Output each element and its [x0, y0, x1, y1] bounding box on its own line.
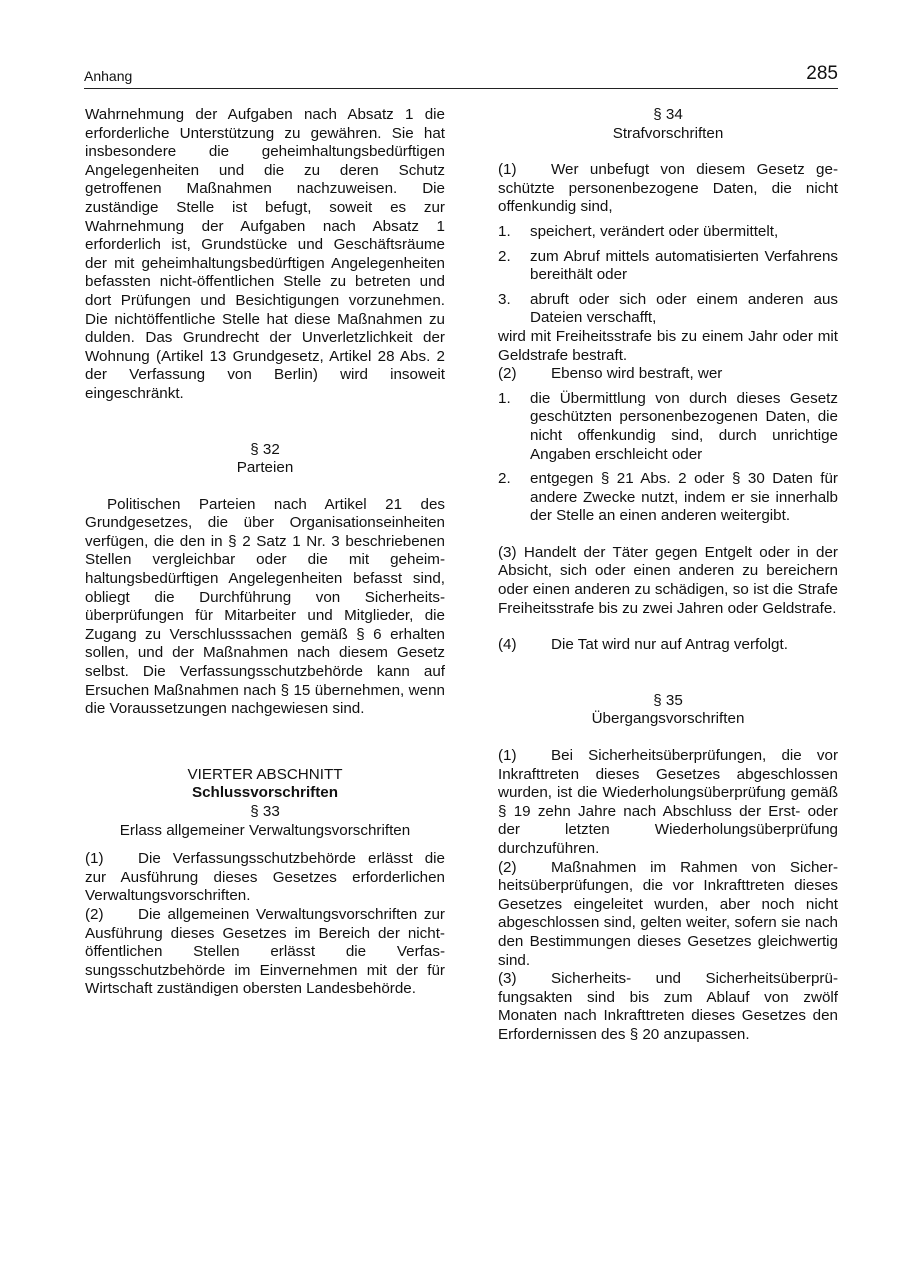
paragraph-number: (3): [498, 970, 517, 988]
section-34-paragraph-2: [498, 365, 838, 384]
right-column: [498, 106, 838, 1045]
paragraph-text: Bei Sicherheitsüberprüfungen, die vor Inkrafttreten dieses Gesetzes abgeschlossen wurden, ist die Wiederholungsüberprüfung gemäß § 19 zehn Jahre nach Abschluss der Erst- oder der letzten Wiederholungsüberprüfung durchzuführen.: [498, 747, 838, 857]
list-text: entgegen § 21 Abs. 2 oder § 30 Daten für andere Zwecke nutzt, indem er sie innerhalb der Stelle an einen anderen weitergibt.: [530, 470, 838, 525]
paragraph-text: Die Tat wird nur auf Antrag verfolgt.: [551, 636, 788, 654]
section-34-number: § 34: [653, 106, 683, 123]
running-header: Anhang: [84, 68, 133, 84]
section-34-paragraph-3: (3) Handelt der Täter gegen Entgelt oder in der Absicht, sich oder einen anderen zu bereichern oder einen anderen zu schädigen, so ist die Strafe Freiheitsstrafe bis zu zwei Jahren oder Geldstrafe.: [498, 543, 838, 617]
paragraph-text: Maßnahmen im Rahmen von Sicherheitsüberprüfungen, die vor Inkrafttreten dieses Gesetzes eingeleitet wurden, aber noch nicht abgeschlossen sind, gelten weiter, sofern sie nach den Bestimmungen dieses Gesetzes gleichwertig sind.: [498, 858, 838, 969]
paragraph-text: Die Verfassungsschutzbehörde erlässt die zur Ausführung dieses Gesetzes erforderlichen Verwaltungsvorschriften.: [85, 850, 445, 905]
section-35-paragraph-2: [498, 859, 838, 971]
paragraph-text: Wer unbefugt von diesem Gesetz geschützte personenbezogene Daten, die nicht offenkundig sind,: [498, 161, 838, 216]
continued-paragraph: Wahrnehmung der Aufgaben nach Absatz 1 die erforderliche Unterstützung zu gewähren. Sie hat insbesondere die geheimhaltungsbedürftigen Angelegenheiten und die zu deren Schutz getroffenen Maßnahmen nachzuweisen. Die zuständige Stelle ist befugt, soweit es zur Wahrnehmung der Aufgaben nach Absatz 1 erforderlich ist, Grundstücke und Geschäftsräume der mit geheimhaltungsbedürftigen Angelegenheiten befassten nicht-öffentlichen Stelle zu betreten und dort Prüfungen und Besichtigungen vorzunehmen. Die nichtöffentliche Stelle hat diese Maßnahmen zu dulden. Das Grundrecht der Unverletzlichkeit der Wohnung (Artikel 13 Grundgesetz, Artikel 28 Abs. 2 der Verfassung von Berlin) wird insoweit eingeschränkt.: [85, 106, 445, 402]
page-number: 285: [806, 63, 838, 84]
section-35-number: § 35: [653, 691, 683, 709]
list-item: [498, 223, 838, 242]
list-item: [498, 248, 838, 285]
list-number: 1.: [498, 222, 511, 240]
paragraph-number: (1): [498, 747, 517, 765]
section-33-number: § 33: [250, 803, 280, 820]
section-33-paragraph-2: [85, 906, 445, 999]
list-item: [498, 470, 838, 526]
section-35-paragraph-1: [498, 747, 838, 859]
list-number: 3.: [498, 290, 511, 308]
paragraph-number: (2): [498, 858, 517, 876]
paragraph-text: Die allgemeinen Verwaltungsvorschriften zur Ausführung dieses Gesetzes im Bereich der nicht-öffentlichen Stellen erlässt die Verfassungsschutzbehörde im Einvernehmen mit der für Wirtschaft zuständigen obersten Landesbehörde.: [85, 905, 445, 998]
list-text: zum Abruf mittels automatisierten Verfahrens bereithält oder: [530, 247, 838, 284]
page-header: [84, 62, 838, 89]
paragraph-number: (4): [498, 636, 517, 654]
section-34-paragraph-4: [498, 636, 838, 655]
paragraph-number: (1): [85, 850, 104, 868]
paragraph-number: (1): [498, 161, 517, 179]
section-33-title: Erlass allgemeiner Verwaltungsvorschriften: [119, 821, 411, 839]
paragraph-text: Ebenso wird bestraft, wer: [551, 365, 723, 383]
section-34-paragraph-1: [498, 161, 838, 217]
list-text: speichert, verändert oder übermittelt,: [530, 222, 779, 240]
list-number: 2.: [498, 470, 511, 488]
section-35-title: Übergangsvorschriften: [591, 710, 745, 728]
section-34-title: Strafvorschriften: [612, 124, 724, 142]
list-item: [498, 291, 838, 328]
list-item: [498, 390, 838, 464]
section-32-text: Politischen Parteien nach Artikel 21 des Grundgesetzes, die über Organisationseinheiten verfügen, die den in § 2 Satz 1 Nr. 3 beschriebenen Stellen vergleichbar oder die mit geheimhaltungsbedürftigen Angelegenheiten befasst sind, obliegt die Durchführung von Sicherheitsüberprüfungen für Mitarbeiter und Mitglieder, die Zugang zu Verschlusssachen gemäß § 6 erhalten sollen, und der Maßnahmen nach diesem Gesetz selbst. Die Verfassungsschutzbehörde kann auf Ersuchen Maßnahmen nach § 15 übernehmen, wenn die Voraussetzungen nachgewiesen sind.: [85, 495, 445, 718]
chapter-label: VIERTER ABSCHNITT: [187, 765, 343, 783]
paragraph-number: (2): [85, 905, 104, 923]
list-number: 1.: [498, 389, 511, 407]
section-34-paragraph-1-tail: wird mit Freiheitsstrafe bis zu einem Jahr oder mit Geldstrafe bestraft.: [498, 327, 838, 364]
left-column: [85, 106, 445, 999]
section-35-paragraph-3: [498, 970, 838, 1044]
section-33-paragraph-1: [85, 850, 445, 906]
section-32-number: § 32: [250, 440, 280, 458]
list-text: die Übermittlung von durch dieses Gesetz geschützten personenbezogenen Daten, die nicht offenkundig sind, durch unrichtige Angaben erschleicht oder: [530, 389, 838, 463]
list-number: 2.: [498, 247, 511, 265]
paragraph-number: (2): [498, 365, 517, 383]
list-text: abruft oder sich oder einem anderen aus Dateien verschafft,: [530, 290, 838, 327]
section-32-title: Parteien: [236, 459, 294, 477]
paragraph-text: Sicherheits- und Sicherheitsüberprüfungsakten sind bis zum Ablauf von zwölf Monaten nach Inkrafttreten dieses Gesetzes den Erfordernissen des § 20 anzupassen.: [498, 970, 838, 1043]
chapter-title: Schlussvorschriften: [191, 784, 339, 802]
